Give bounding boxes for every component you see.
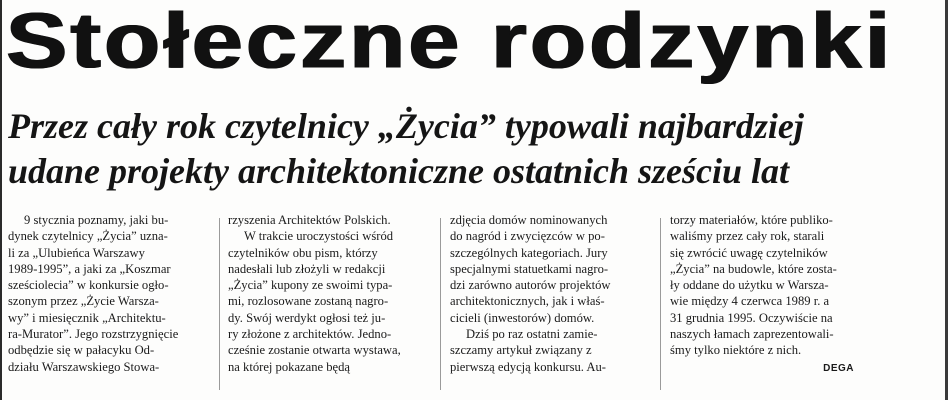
text-line: „Życia” na budowle, które zosta- xyxy=(670,261,837,276)
text-line: 9 stycznia poznamy, jaki bu- xyxy=(24,213,169,227)
text-line: dy. Swój werdykt ogłosi też ju- xyxy=(228,310,386,325)
text-column-3 xyxy=(450,212,646,375)
text-line: do nagród i zwycięzców w po- xyxy=(450,229,605,244)
text-line: na której pokazane będą xyxy=(228,359,351,374)
text-line: dynek czytelnicy „Życia” uzna- xyxy=(8,229,168,244)
byline: DEGA xyxy=(823,362,854,374)
text-line: wy” i miesięcznik „Architektu- xyxy=(8,310,166,325)
text-line: szonym przez „Życie Warsza- xyxy=(8,294,159,309)
column-rule xyxy=(219,218,220,390)
text-line: szczególnych kategoriach. Jury xyxy=(450,245,608,260)
text-line: śmy tylko niektóre z nich. xyxy=(670,343,802,358)
text-line: czytelników obu pism, którzy xyxy=(228,245,378,260)
text-line: 1989-1995”, a jaki za „Koszmar xyxy=(8,261,171,276)
text-line: torzy materiałów, które publiko- xyxy=(670,213,833,227)
text-line: wie między 4 czerwca 1989 r. a xyxy=(670,294,830,309)
text-line: ry złożone z architektów. Jedno- xyxy=(228,327,392,342)
text-line: architektonicznych, jak i właś- xyxy=(450,294,605,309)
text-line: ły oddane do użytku w Warsza- xyxy=(670,278,829,293)
text-line: 31 grudnia 1995. Oczywiście na xyxy=(670,310,833,325)
text-line: zdjęcia domów nominowanych xyxy=(450,213,608,227)
text-line: działu Warszawskiego Stowa- xyxy=(8,359,160,374)
text-line: Dziś po raz ostatni zamie- xyxy=(466,327,598,342)
text-line: rzyszenia Architektów Polskich. xyxy=(228,213,391,227)
text-line: się zwrócić uwagę czytelników xyxy=(670,245,828,260)
text-column-4 xyxy=(670,212,866,377)
text-line: odbędzie się w pałacyku Od- xyxy=(8,343,155,358)
text-line: nadesłali lub złożyli w redakcji xyxy=(228,261,386,276)
text-line: pierwszą edycją konkursu. Au- xyxy=(450,359,606,374)
text-line: mi, rozlosowane zostaną nagro- xyxy=(228,294,389,309)
article-body xyxy=(8,212,942,392)
text-line: cicieli (inwestorów) domów. xyxy=(450,310,595,325)
subtitle xyxy=(8,104,942,194)
text-line: specjalnymi statuetkami nagro- xyxy=(450,261,609,276)
text-line: ra-Murator”. Jego rozstrzygnięcie xyxy=(8,327,179,342)
text-line: W trakcie uroczystości wśród xyxy=(244,229,394,244)
text-line: sześciolecia” w konkursie ogło- xyxy=(8,278,169,293)
text-line: szczamy artykuł związany z xyxy=(450,343,592,358)
text-column-1 xyxy=(8,212,204,375)
text-line: dzi zarówno autorów projektów xyxy=(450,278,611,293)
column-rule xyxy=(660,218,661,390)
text-line: cześnie zostanie otwarta wystawa, xyxy=(228,343,401,358)
text-line: li za „Ulubieńca Warszawy xyxy=(8,245,145,260)
text-line: waliśmy przez cały rok, starali xyxy=(670,229,825,244)
subtitle-line: Przez cały rok czytelnicy „Życia” typowali najbardziej xyxy=(8,106,804,146)
scan-edge-left xyxy=(0,0,2,400)
headline: Stołeczne rodzynki xyxy=(6,0,894,85)
subtitle-line: udane projekty architektoniczne ostatnich sześciu lat xyxy=(8,151,790,191)
column-rule xyxy=(440,218,441,390)
text-line: „Życia” kupony ze swoimi typa- xyxy=(228,278,393,293)
text-line: naszych łamach zaprezentowali- xyxy=(670,327,834,342)
text-column-2 xyxy=(228,212,424,375)
